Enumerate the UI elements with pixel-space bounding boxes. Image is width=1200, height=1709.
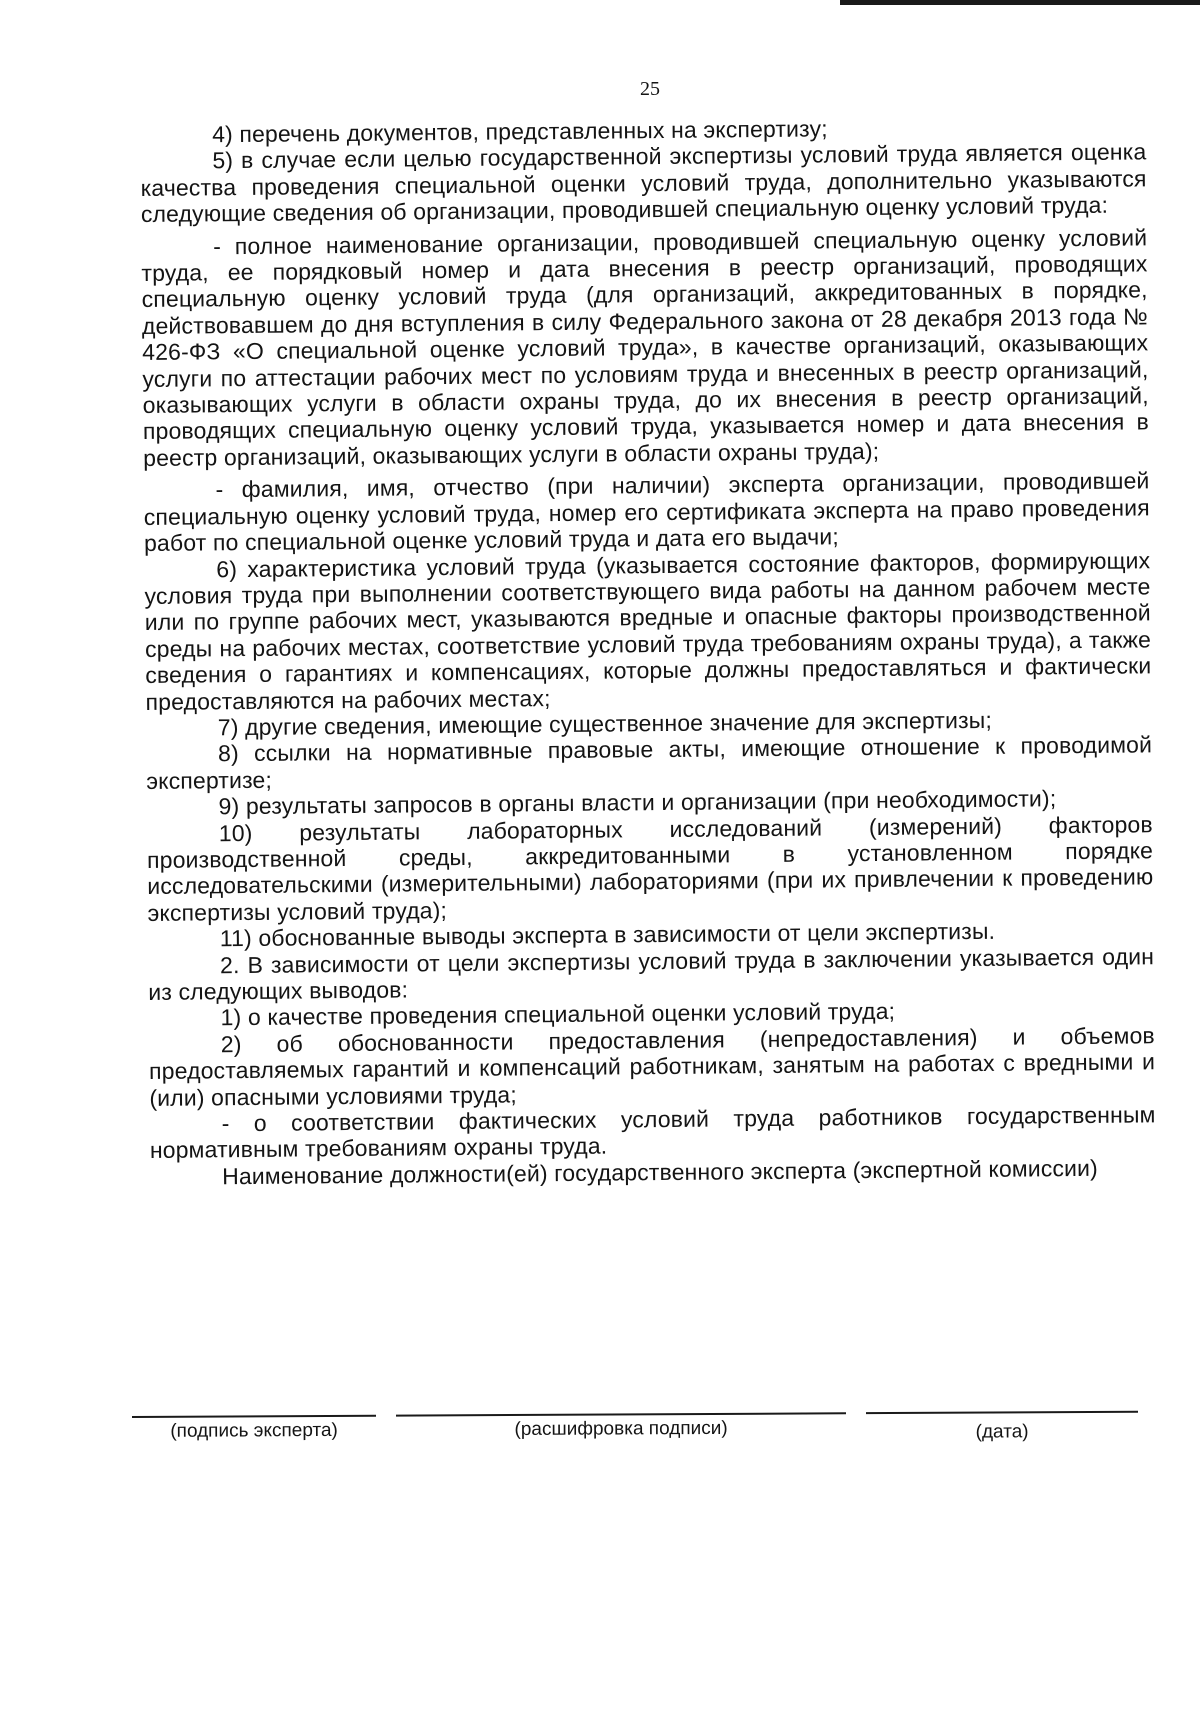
paragraph-conclusion-1: 1) о качестве проведения специальной оценки условий труда; — [220, 998, 896, 1031]
paragraph-org-name: - полное наименование организации, проводившей специальную оценку условий труда, ее порядковый номер и дата внесения в реестр организаций, проводящих специальную оценку условий труда (для организаций, аккредитованных в порядке, действовавшем до дня вступления в силу Федерального закона от 28 декабря 2013 года № 426-ФЗ «О специальной оценке условий труда», в качестве организаций, оказывающих услуги по аттестации рабочих мест по условиям труда и внесенных в реестр организаций, оказывающих услуги в области охраны труда, до их внесения в реестр организаций, проводящих специальную оценку условий труда, указывается номер и дата внесения в реестр организаций, оказывающих услуги в области охраны труда); — [141, 223, 1150, 471]
paragraph-conclusion-compliance: - о соответствии фактических условий труда работников государственным нормативным требованиям охраны труда. — [149, 1101, 1156, 1164]
paragraph-item-7: 7) другие сведения, имеющие существенное значение для экспертизы; — [217, 706, 993, 741]
scan-edge-mark — [840, 0, 1200, 5]
paragraph-item-8: 8) ссылки на нормативные правовые акты, имеющие отношение к проводимой экспертизе; — [146, 731, 1153, 794]
paragraph-item-6: 6) характеристика условий труда (указывается состояние факторов, формирующих условия труда при выполнении соответствующего вида работы на данном рабочем месте или по группе рабочих мест, указываются вредные и опасные факторы производственной среды на рабочих местах, соответствие условий труда требованиям охраны труда), а также сведения о гарантиях и компенсациях, которые должны предоставляться и фактически предоставляются на рабочих местах; — [144, 546, 1152, 715]
decryption-slot — [396, 1412, 846, 1441]
paragraph-conclusion-2: 2) об обоснованности предоставления (непредоставления) и объемов предоставляемых гарантий и компенсаций работникам, занятым на работах с вредными и (или) опасными условиями труда; — [148, 1022, 1156, 1111]
decryption-caption: (расшифровка подписи) — [514, 1417, 728, 1440]
date-caption: (дата) — [975, 1421, 1029, 1443]
signature-line — [132, 1415, 376, 1418]
page-number: 25 — [640, 78, 660, 100]
decryption-line — [396, 1412, 846, 1416]
paragraph-item-4: 4) перечень документов, представленных на экспертизу; — [211, 115, 828, 148]
paragraph-section-2: 2. В зависимости от цели экспертизы условий труда в заключении указывается один из следующих выводов: — [148, 942, 1155, 1005]
date-slot — [866, 1411, 1138, 1444]
paragraph-item-10: 10) результаты лабораторных исследований (измерений) факторов производственной среды, аккредитованными в установленном порядке исследовательскими (измерительными) лабораториями (при их привлечении к проведению экспертизы условий труда); — [146, 810, 1154, 926]
paragraph-item-9: 9) результаты запросов в органы власти и организации (при необходимости); — [218, 785, 1057, 820]
signature-block — [132, 1411, 1142, 1476]
date-line — [866, 1411, 1138, 1414]
paragraph-expert-name: - фамилия, имя, отчество (при наличии) эксперта организации, проводившей специальную оценку условий труда, номер его сертификата эксперта на право проведения работ по специальной оценке условий труда и дата его выдачи; — [143, 467, 1150, 557]
paragraph-item-5: 5) в случае если целью государственной экспертизы условий труда является оценка качества проведения специальной оценки условий труда, дополнительно указываются следующие сведения об организации, проводившей специальную оценку условий труда: — [140, 138, 1147, 228]
signature-caption: (подпись эксперта) — [170, 1419, 338, 1442]
document-body — [140, 112, 1156, 1190]
signature-slot — [132, 1415, 376, 1443]
paragraph-item-11: 11) обоснованные выводы эксперта в зависимости от цели экспертизы. — [219, 918, 996, 952]
paragraph-expert-position: Наименование должности(ей) государственного эксперта (экспертной комиссии) — [221, 1154, 1099, 1190]
